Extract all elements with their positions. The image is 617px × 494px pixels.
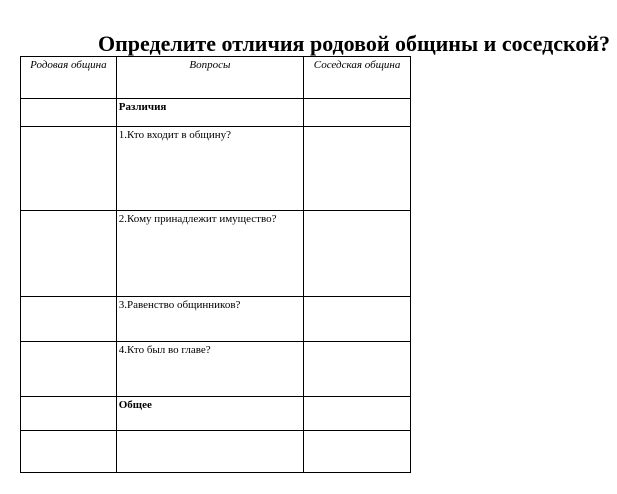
table-header-row: [21, 57, 411, 99]
clan-answer-cell[interactable]: [21, 297, 117, 342]
question-cell: Различия: [116, 99, 303, 127]
clan-answer-cell[interactable]: [21, 99, 117, 127]
question-cell: 3.Равенство общинников?: [116, 297, 303, 342]
table-row: [21, 342, 411, 397]
table-row: [21, 431, 411, 473]
neighbor-answer-cell[interactable]: [304, 99, 411, 127]
header-clan-community: Родовая община: [21, 57, 117, 99]
clan-answer-cell[interactable]: [21, 431, 117, 473]
table-row: [21, 297, 411, 342]
clan-answer-cell[interactable]: [21, 127, 117, 211]
neighbor-answer-cell[interactable]: [304, 127, 411, 211]
clan-answer-cell[interactable]: [21, 211, 117, 297]
table-row: [21, 211, 411, 297]
question-cell: 4.Кто был во главе?: [116, 342, 303, 397]
neighbor-answer-cell[interactable]: [304, 297, 411, 342]
question-cell: 2.Кому принадлежит имущество?: [116, 211, 303, 297]
table-row: [21, 127, 411, 211]
neighbor-answer-cell[interactable]: [304, 211, 411, 297]
table-row: [21, 99, 411, 127]
header-questions: Вопросы: [116, 57, 303, 99]
page-title: Определите отличия родовой общины и соседской?: [98, 31, 611, 56]
neighbor-answer-cell[interactable]: [304, 342, 411, 397]
neighbor-answer-cell[interactable]: [304, 397, 411, 431]
neighbor-answer-cell[interactable]: [304, 431, 411, 473]
header-neighbor-community: Соседская община: [304, 57, 411, 99]
clan-answer-cell[interactable]: [21, 397, 117, 431]
question-cell: 1.Кто входит в общину?: [116, 127, 303, 211]
clan-answer-cell[interactable]: [21, 342, 117, 397]
comparison-table: [20, 56, 411, 473]
table-row: [21, 397, 411, 431]
question-cell[interactable]: [116, 431, 303, 473]
question-cell: Общее: [116, 397, 303, 431]
